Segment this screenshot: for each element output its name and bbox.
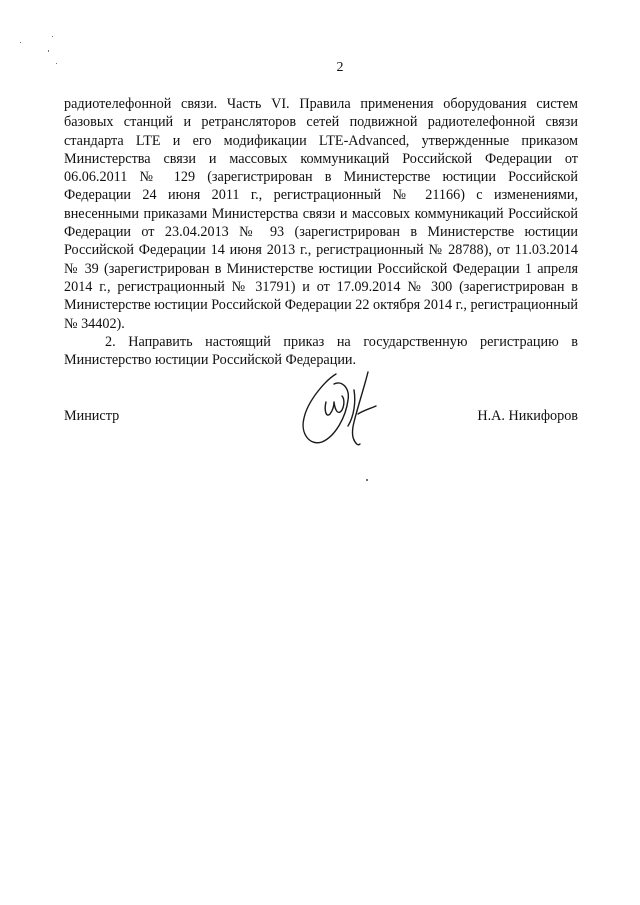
signer-title: Министр <box>64 408 120 424</box>
scan-speck <box>56 63 57 64</box>
page-number: 2 <box>336 60 344 75</box>
scan-speck <box>48 50 49 52</box>
scan-speck <box>20 42 21 43</box>
paragraph-item-2: 2. Направить настоящий приказ на государственную регистрацию в Министерство юстиции Российской Федерации. <box>64 333 578 369</box>
paragraph-continuation: радиотелефонной связи. Часть VI. Правила применения оборудования систем базовых станций и ретрансляторов сетей подвижной радиотелефонной связи стандарта LTE и его модификации LTE-Advanced, утвержденные приказом Министерства связи и массовых коммуникаций Российской Федерации от 06.06.2011 № 129 (зарегистрирован в Министерстве юстиции Российской Федерации 24 июня 2011 г., регистрационный № 21166) с изменениями, внесенными приказами Министерства связи и массовых коммуникаций Российской Федерации от 23.04.2013 № 93 (зарегистрирован в Министерстве юстиции Российской Федерации 14 июня 2013 г., регистрационный № 28788), от 11.03.2014 № 39 (зарегистрирован в Министерстве юстиции Российской Федерации 1 апреля 2014 г., регистрационный № 31791) и от 17.09.2014 № 300 (зарегистрирован в Министерстве юстиции Российской Федерации 22 октября 2014 г., регистрационный № 34402). <box>64 96 578 332</box>
signer-name: Н.А. Никифоров <box>477 408 578 424</box>
handwritten-signature <box>296 366 392 452</box>
document-body <box>64 95 578 369</box>
scan-speck <box>52 36 53 37</box>
scan-speck <box>366 479 368 481</box>
